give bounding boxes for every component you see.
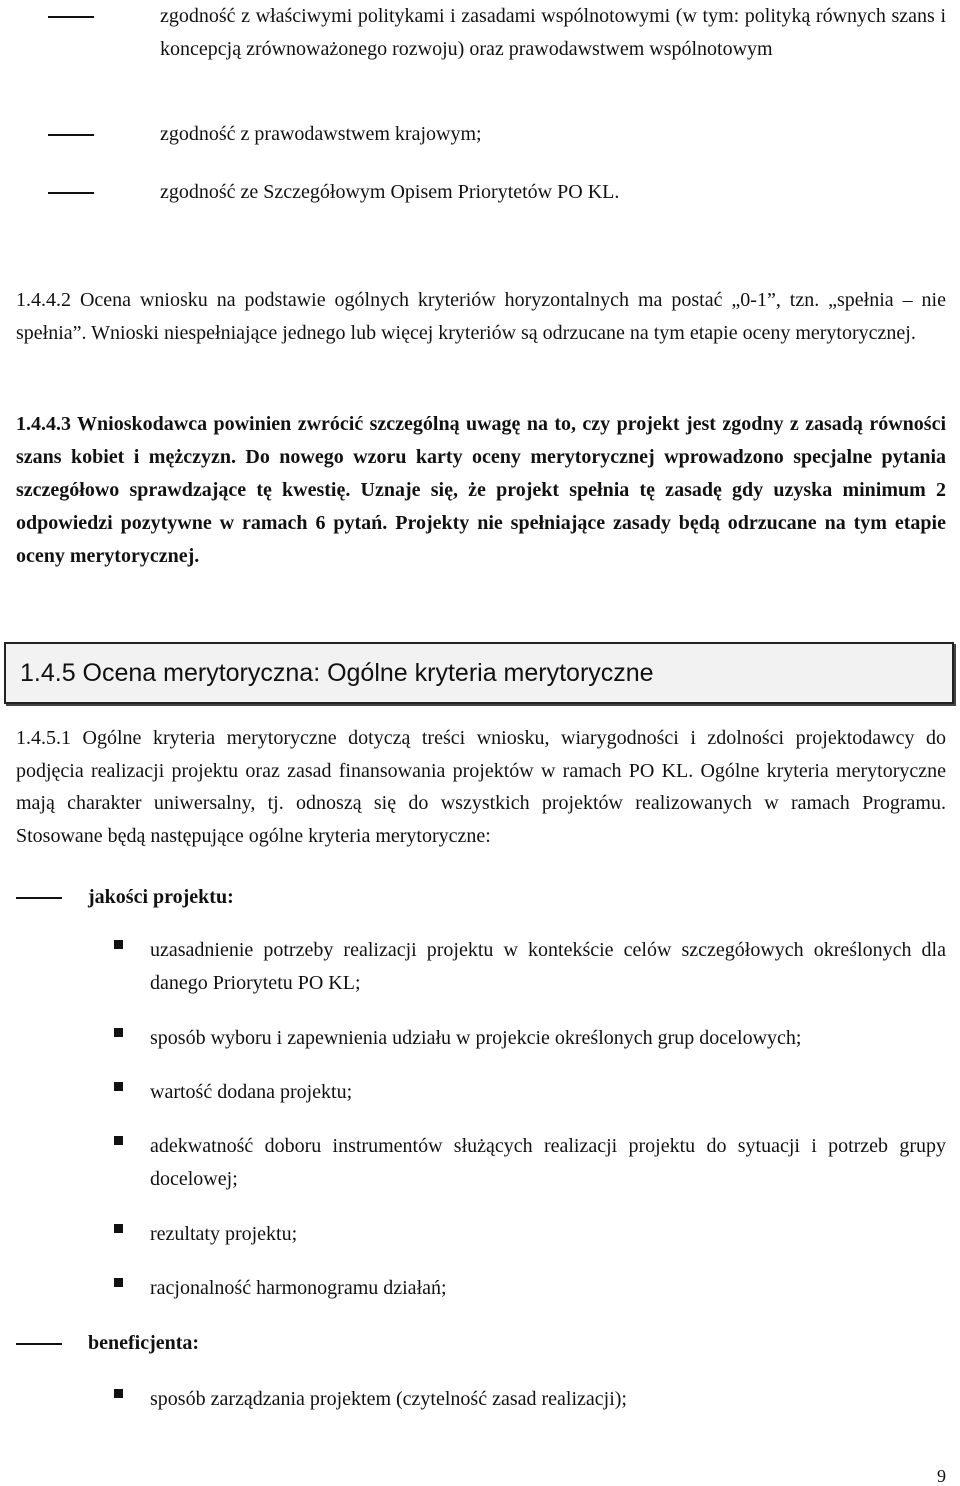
dash-bullet [48,16,94,18]
paragraph-1-4-5-1: 1.4.5.1 Ogólne kryteria merytoryczne dotyczą treści wniosku, wiarygodności i zdolności projektodawcy do podjęcia realizacji projektu oraz zasad finansowania projektów w ramach PO KL. Ogólne kryteria merytoryczne mają charakter uniwersalny, tj. odnoszą się do wszystkich projektów realizowanych w ramach Programu. Stosowane będą następujące ogólne kryteria merytoryczne: [16,727,946,847]
list-item: wartość dodana projektu; [150,1081,353,1103]
list-item: rezultaty projektu; [150,1223,298,1245]
list-item: sposób wyboru i zapewnienia udziału w projekcie określonych grup docelowych; [150,1027,802,1049]
list-item-text: zgodność ze Szczegółowym Opisem Priorytetów PO KL. [160,181,620,203]
dash-bullet [16,897,62,899]
square-bullet-icon [114,940,123,949]
paragraph-1-4-4-3: 1.4.4.3 Wnioskodawca powinien zwrócić szczególną uwagę na to, czy projekt jest zgodny z zasadą równości szans kobiet i mężczyzn. Do nowego wzoru karty oceny merytorycznej wprowadzono specjalne pytania szczegółowo sprawdzające tę kwestię. Uznaje się, że projekt spełnia tę zasadę gdy uzyska minimum 2 odpowiedzi pozytywne w ramach 6 pytań. Projekty nie spełniające zasady będą odrzucane na tym etapie oceny merytorycznej. [16,413,946,567]
group-label: beneficjenta: [88,1332,200,1354]
dash-bullet [16,1343,62,1345]
list-item-text: zgodność z właściwymi politykami i zasadami wspólnotowymi (w tym: polityką równych szans i koncepcją zrównoważonego rozwoju) oraz prawodawstwem wspólnotowym [160,5,946,60]
square-bullet-icon [114,1028,123,1037]
section-heading-box [4,642,954,704]
section-heading: 1.4.5 Ocena merytoryczna: Ogólne kryteria merytoryczne [20,659,654,687]
group-label: jakości projektu: [88,886,234,908]
list-item: uzasadnienie potrzeby realizacji projektu w kontekście celów szczegółowych określonych dla danego Priorytetu PO KL; [150,939,946,994]
list-item-text: zgodność z prawodawstwem krajowym; [160,123,482,145]
square-bullet-icon [114,1278,123,1287]
list-item: racjonalność harmonogramu działań; [150,1277,447,1299]
list-item: adekwatność doboru instrumentów służących realizacji projektu do sytuacji i potrzeb grupy docelowej; [150,1135,946,1190]
dash-bullet [48,192,94,194]
list-item: sposób zarządzania projektem (czytelność zasad realizacji); [150,1388,627,1410]
square-bullet-icon [114,1224,123,1233]
square-bullet-icon [114,1136,123,1145]
paragraph-1-4-4-2: 1.4.4.2 Ocena wniosku na podstawie ogólnych kryteriów horyzontalnych ma postać „0-1”, tzn. „spełnia – nie spełnia”. Wnioski niespełniające jednego lub więcej kryteriów są odrzucane na tym etapie oceny merytorycznej. [16,289,946,344]
dash-bullet [48,134,94,136]
page-number: 9 [937,1466,946,1486]
square-bullet-icon [114,1082,123,1091]
square-bullet-icon [114,1389,123,1398]
